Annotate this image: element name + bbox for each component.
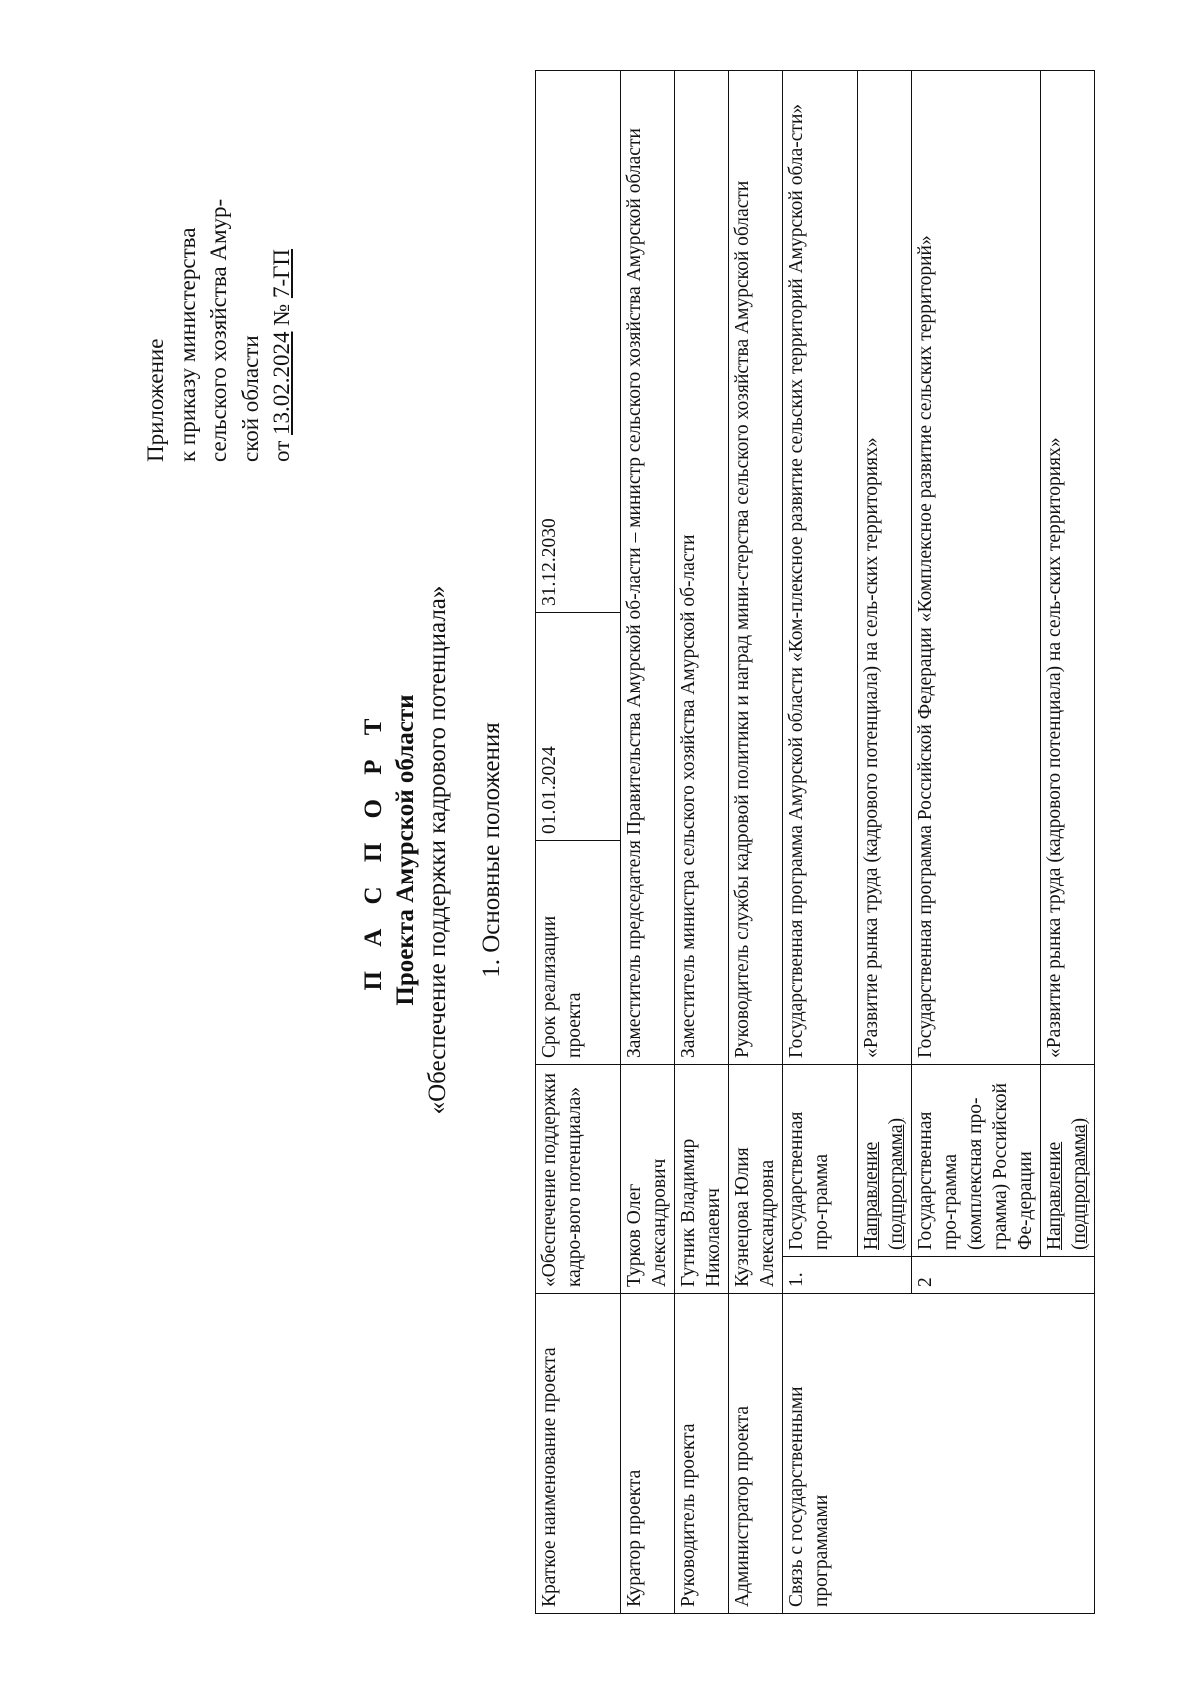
leader-name: Гутник Владимир Николаевич [675,1064,729,1293]
appendix-block [140,22,298,462]
appendix-order-line [266,22,298,462]
order-date: 13.02.2024 [269,331,294,435]
admin-name: Кузнецова Юлия Александровна [729,1064,783,1293]
section-heading: 1. Основные положения [478,722,505,978]
table-row [675,70,729,1613]
table-row [729,70,783,1613]
program-1-value: Государственная программа Амурской области «Ком-плексное развитие сельских территорий Амурской обла-сти» [783,70,858,1064]
direction-1-value: «Развитие рынка труда (кадрового потенциала) на сель-ских территориях» [858,70,912,1064]
curator-position: Заместитель председателя Правительства Амурской об-ласти – министр сельского хозяйства Амурской области [621,70,675,1064]
program-2-value: Государственная программа Российской Федерации «Комплексное развитие сельских территорий» [912,70,1041,1064]
leader-position: Заместитель министра сельского хозяйства Амурской об-ласти [675,70,729,1064]
program-2-num: 2 [912,1257,1095,1294]
direction-2-label: Направление (подпрограмма) [1041,1064,1095,1256]
passport-table [535,70,1095,1614]
number-sign: № [269,303,294,326]
table-row [536,70,621,1613]
admin-position: Руководитель службы кадровой политики и наград мини-стерства сельского хозяйства Амурской области [729,70,783,1064]
document-subtitle: Проекта Амурской области [392,694,419,1006]
term-start: 01.01.2024 [536,612,621,840]
table-row [783,70,858,1613]
program-1-label: Государственная про-грамма [783,1064,858,1256]
direction-2-value: «Развитие рынка труда (кадрового потенциала) на сель-ских территориях» [1041,70,1095,1064]
curator-label: Куратор проекта [621,1294,675,1614]
program-2-label: Государственная про-грамма (комплексная про-грамма) Российской Фе-дерации [912,1064,1041,1256]
appendix-line-2: к приказу министерства [174,227,200,462]
leader-label: Руководитель проекта [675,1294,729,1614]
programs-label: Связь с государственными программами [783,1294,1095,1614]
table-row [621,70,675,1613]
term-end: 31.12.2030 [536,70,621,612]
appendix-line-3: сельского хозяйства Амур- [206,198,231,462]
program-1-num: 1. [783,1257,912,1294]
curator-name: Турков Олег Александрович [621,1064,675,1293]
direction-1-label: Направление (подпрограмма) [858,1064,912,1256]
appendix-prefix: от [269,440,294,462]
appendix-line-1: Приложение [143,338,168,462]
short-name-value: «Обеспечение поддержки кадро-вого потенциала» [536,1064,621,1293]
project-name: «Обеспечение поддержки кадрового потенциала» [424,585,451,1115]
admin-label: Администратор проекта [729,1294,783,1614]
appendix-line-4: ской области [237,335,263,462]
term-label: Срок реализации проекта [536,840,621,1064]
short-name-label: Краткое наименование проекта [536,1294,621,1614]
order-number: 7-ГП [269,248,294,299]
document-title: П А С П О Р Т [360,709,387,991]
